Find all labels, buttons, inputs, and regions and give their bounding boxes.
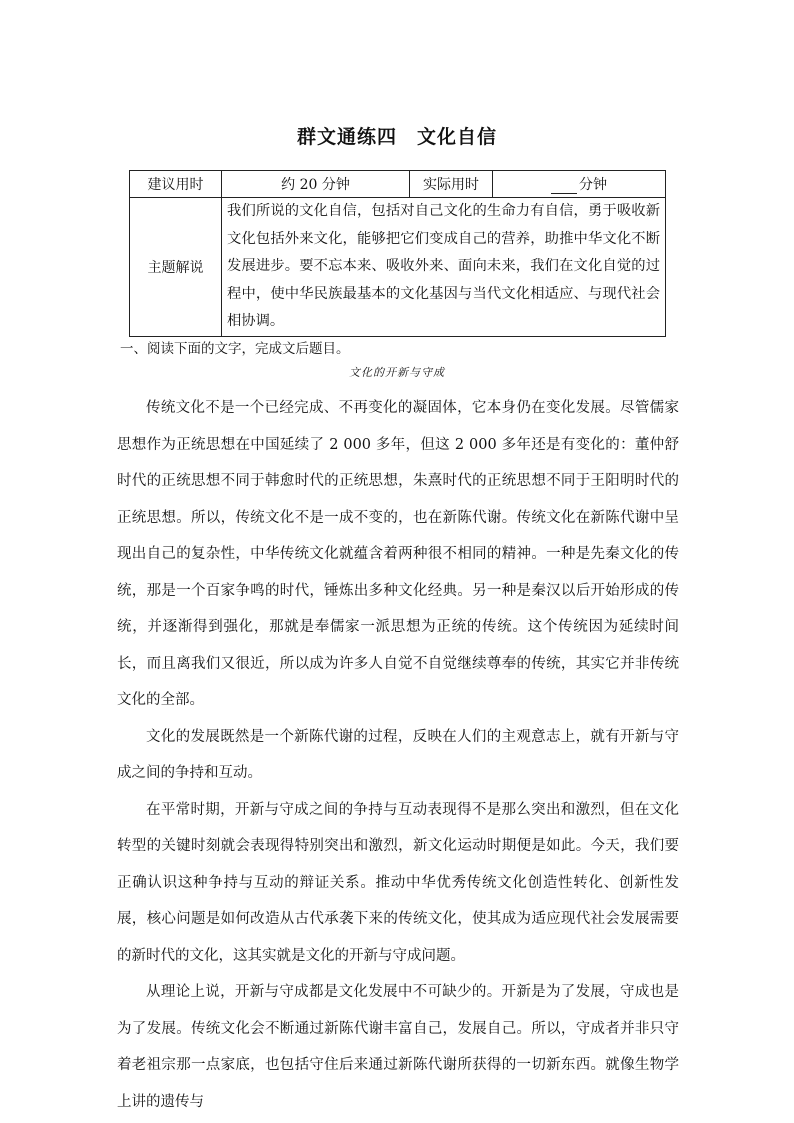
actual-time-blank[interactable] [551,179,577,194]
theme-row [130,198,666,337]
suggested-time-value: 约 20 分钟 [222,171,410,198]
info-table [129,170,666,337]
section-heading: 一、阅读下面的文字，完成文后题目。 [120,341,350,357]
theme-text: 我们所说的文化自信，包括对自己文化的生命力有自信，勇于吸收新文化包括外来文化，能够把它们变成自己的营养，助推中华文化不断发展进步。要不忘本来、吸收外来、面向未来，我们在文化自觉的过程中，使中华民族最基本的文化基因与当代文化相适应、与现代社会相协调。 [222,198,666,337]
page-title: 群文通练四 文化自信 [296,126,497,148]
actual-time-cell [493,171,666,198]
paragraph: 从理论上说，开新与守成都是文化发展中不可缺少的。开新是为了发展，守成也是为了发展。传统文化会不断通过新陈代谢丰富自己，发展自己。所以，守成者并非只守着老祖宗那一点家底，也包括守住后来通过新陈代谢所获得的一切新东西。就像生物学上讲的遗传与 [117,984,679,1110]
time-row [130,171,666,198]
theme-label: 主题解说 [130,198,222,337]
paragraph: 传统文化不是一个已经完成、不再变化的凝固体，它本身仍在变化发展。尽管儒家思想作为正统思想在中国延续了 2 000 多年，但这 2 000 多年还是有变化的：董仲舒时代的正统思想不同于韩愈时代的正统思想，朱熹时代的正统思想不同于王阳明时代的正统思想。所以，传统文化不是一成不变的，也在新陈代谢。传统文化在新陈代谢中呈现出自己的复杂性，中华传统文化就蕴含着两种很不相同的精神。一种是先秦文化的传统，那是一个百家争鸣的时代，锤炼出多种文化经典。另一种是秦汉以后开始形成的传统，并逐渐得到强化，那就是奉儒家一派思想为正统的传统。这个传统因为延续时间长，而且离我们又很近，所以成为许多人自觉不自觉继续尊奉的传统，其实它并非传统文化的全部。 [117,400,679,708]
paragraph: 文化的发展既然是一个新陈代谢的过程，反映在人们的主观意志上，就有开新与守成之间的争持和互动。 [117,728,679,781]
actual-time-unit: 分钟 [579,177,607,193]
article-body [117,390,679,1120]
actual-time-label: 实际用时 [410,171,493,198]
suggested-time-label: 建议用时 [130,171,222,198]
article-title: 文化的开新与守成 [349,366,445,379]
paragraph: 在平常时期，开新与守成之间的争持与互动表现得不是那么突出和激烈，但在文化转型的关键时刻就会表现得特别突出和激烈，新文化运动时期便是如此。今天，我们要正确认识这种争持与互动的辩证关系。推动中华优秀传统文化创造性转化、创新性发展，核心问题是如何改造从古代承袭下来的传统文化，使其成为适应现代社会发展需要的新时代的文化，这其实就是文化的开新与守成问题。 [117,801,679,964]
